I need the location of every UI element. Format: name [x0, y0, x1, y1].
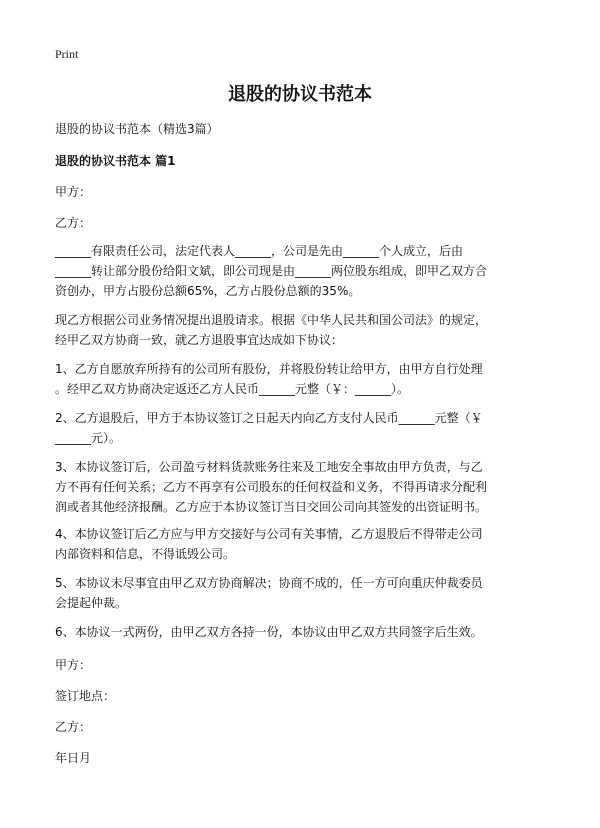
paragraph-line: 经甲乙双方协商一致，就乙方退股事宜达成如下协议：	[55, 333, 344, 347]
paragraph-line: 润或者其他经济报酬。乙方应于本协议签订当日交回公司向其签发的出资证明书。	[55, 500, 488, 514]
paragraph-line: 3、本协议签订后，公司盈亏材料货款账务往来及工地安全事故由甲方负责，与乙	[55, 460, 483, 474]
clause-2	[55, 408, 550, 448]
paragraph-line: 资创办，甲方占股份总额65%，乙方占股份总额的35%。	[55, 284, 361, 298]
signature-party-b: 乙方：	[55, 720, 92, 734]
paragraph-line: 1、乙方自愿放弃所持有的公司所有股份，并将股份转让给甲方，由甲方自行处理	[55, 362, 483, 376]
paragraph-line: ______有限责任公司，法定代表人______，公司是先由______个人成立，后由	[55, 244, 464, 258]
section-title: 退股的协议书范本 篇1	[55, 154, 176, 168]
paragraph-line: 方不再有任何关系；乙方不再享有公司股东的任何权益和义务，不得再请求分配利	[55, 480, 488, 494]
paragraph-line: 2、乙方退股后，甲方于本协议签订之日起天内向乙方支付人民币______元整（￥	[55, 411, 483, 425]
clause-5	[55, 573, 550, 613]
document-title: 退股的协议书范本	[228, 84, 372, 105]
document-subtitle: 退股的协议书范本（精选3篇）	[55, 122, 219, 136]
signature-party-a: 甲方：	[55, 658, 92, 672]
paragraph-line: 5、本协议未尽事宜由甲乙双方协商解决；协商不成的，任一方可向重庆仲裁委员	[55, 576, 483, 590]
paragraph-line: 会提起仲裁。	[55, 596, 128, 610]
signature-place: 签订地点：	[55, 689, 116, 703]
paragraph-line: 内部资料和信息，不得诋毁公司。	[55, 547, 236, 561]
paragraph-line: ______转让部分股份给阳文斌，即公司现是由______两位股东组成，即甲乙双方合	[55, 264, 488, 278]
party-a-label: 甲方：	[55, 185, 92, 199]
paragraph-line: 4、本协议签订后乙方应与甲方交接好与公司有关事情，乙方退股后不得带走公司	[55, 527, 483, 541]
clause-4	[55, 524, 550, 564]
intro-paragraph	[55, 241, 550, 301]
clause-3	[55, 457, 550, 517]
preamble-paragraph	[55, 310, 550, 350]
signature-date: 年日月	[55, 751, 92, 765]
paragraph-line: 。经甲乙双方协商决定返还乙方人民币______元整（￥：______）。	[55, 382, 410, 396]
paragraph-line: ______元）。	[55, 431, 122, 445]
paragraph-line: 6、本协议一式两份，由甲乙双方各持一份，本协议由甲乙双方共同签字后生效。	[55, 625, 483, 639]
paragraph-line: 现乙方根据公司业务情况提出退股请求。根据《中华人民共和国公司法》的规定，	[55, 313, 488, 327]
clause-6	[55, 622, 550, 642]
party-b-label: 乙方：	[55, 216, 92, 230]
clause-1	[55, 359, 550, 399]
print-link[interactable]: Print	[55, 47, 79, 61]
